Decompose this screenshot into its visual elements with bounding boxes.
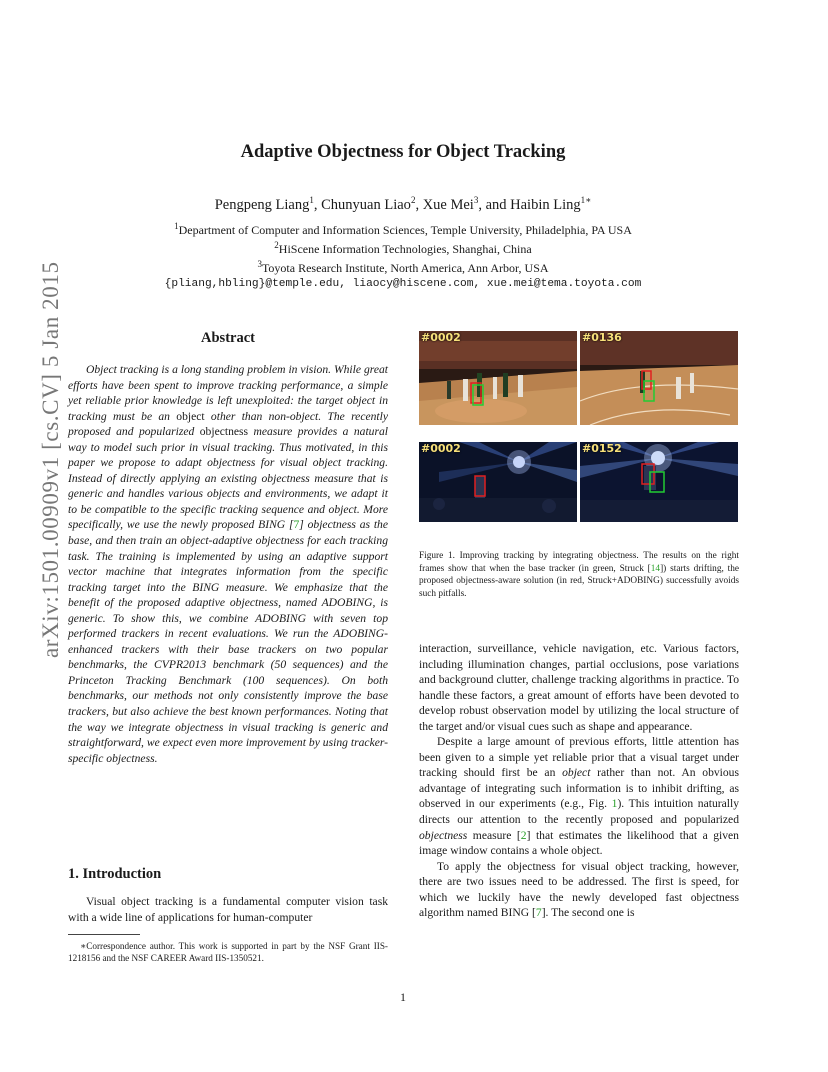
- affil-text: Toyota Research Institute, North America, Ann Arbor, USA: [261, 261, 549, 275]
- footnote: ∗Correspondence author. This work is supported in part by the NSF Grant IIS-1218156 and the NSF CAREER Award IIS-1350521.: [68, 941, 388, 964]
- figure-panel-basketball: [419, 331, 577, 425]
- basketball-frame-image: [580, 331, 738, 425]
- author-name: Pengpeng Liang: [214, 196, 310, 213]
- abstract-part: Object tracking is a long standing problem in vision. While great efforts have been spent to improve tracking performance, a simple yet reliable prior knowledge is left unexploited: the target object in tracking must be an: [68, 363, 388, 423]
- paragraph: [419, 734, 739, 858]
- figure-caption: [419, 550, 739, 600]
- paragraph: [419, 859, 739, 921]
- frame-number-label: #0136: [582, 331, 622, 344]
- text-part: Despite a large amount of previous efforts, little attention has been given to a simple yet reliable prior that a visual target under tracking should first be an: [419, 735, 739, 780]
- author-separator: ,: [313, 196, 322, 213]
- author-affil-mark: 2: [410, 195, 416, 205]
- abstract-text: [68, 362, 388, 766]
- intro-text-right: [419, 641, 739, 921]
- affil-mark: 1: [174, 221, 179, 231]
- arxiv-identifier: arXiv:1501.00909v1 [cs.CV] 5 Jan 2015: [38, 261, 63, 658]
- section-heading: 1. Introduction: [68, 866, 162, 882]
- citation-link[interactable]: 2: [520, 828, 527, 842]
- abstract-part: ] objectness as the base, and then train an object-adaptive objectness for each tracking task. The training is implemented by using an adaptive support vector machine that integrates information from the specific tracking target into the BING measure. We emphasize that the benefit of the proposed adaptive objectness, named ADOBING, is generic. To show this, we combine ADOBING with seven top performed trackers in recent evaluations. We run the ADOBING-enhanced trackers with their base trackers on two popular benchmarks, the CVPR2013 benchmark (50 sequences) and the Princeton Tracking Benchmark (100 sequences). On both benchmarks, our methods not only consistently improve the base trackers, but also achieve the best known performances. Noting that the way we integrate objectness in visual tracking is generic and straightforward, we expect even more improvement by using tracker-specific objectness.: [68, 518, 388, 765]
- author-affil-mark: 1∗: [580, 195, 592, 205]
- author-name: Chunyuan Liao: [321, 196, 411, 213]
- figure-1: [419, 331, 739, 520]
- caption-part: Figure 1. Improving tracking by integrating objectness. The results on the right frames show that when the base tracker (in green, Struck [: [419, 551, 739, 574]
- text-part: ). This intuition naturally directs our attention to the recently proposed and popularized: [419, 797, 739, 827]
- text-part: ] that estimates the likelihood that a given image window contains a whole object.: [419, 828, 739, 858]
- abstract-emph: objectness: [199, 425, 249, 439]
- citation-link[interactable]: 7: [293, 518, 300, 532]
- affiliation: [0, 259, 806, 276]
- abstract-heading: Abstract: [201, 330, 255, 346]
- figure-link[interactable]: 1: [611, 797, 618, 811]
- author-name: Xue Mei: [422, 196, 474, 213]
- emphasis: object: [562, 766, 591, 780]
- text-part: measure [: [467, 828, 521, 842]
- affil-mark: 3: [257, 259, 262, 269]
- abstract-part: measure provides a natural way to model such prior in visual tracking. Thus motivated, in this paper we propose to adapt objectness for visual object tracking. Instead of directly applying an existing objectness measure that is generic and handles various objects and environments, we adapt it to be compatible to the specific tracking sequence and object. More specifically, we use the newly proposed BING [: [68, 425, 388, 532]
- affil-text: HiScene Information Technologies, Shanghai, China: [278, 242, 532, 256]
- abstract-emph: object: [176, 409, 205, 423]
- frame-number-label: #0002: [421, 442, 461, 455]
- citation-link[interactable]: 7: [535, 906, 542, 920]
- author-affil-mark: 3: [473, 195, 479, 205]
- author-list: [0, 195, 806, 214]
- author-affil-mark: 1: [309, 195, 314, 205]
- page-number: 1: [400, 990, 406, 1004]
- text-part: To apply the objectness for visual object tracking, however, there are two issues need to be addressed. The first is speed, for which we luckily have the newly developed fast objectness algorithm named BING [: [419, 859, 739, 920]
- text-part: rather than not. An obvious advantage of integrating such information is to inhibit drifting, as observed in our experiments (e.g., Fig.: [419, 766, 739, 811]
- paragraph: interaction, surveillance, vehicle navigation, etc. Various factors, including illumination changes, partial occlusions, pose variations and background clutter, challenge tracking algorithms in practice. To handle these factors, a great amount of efforts have been devoted to develop robust observation model by utilizing the local structure of the target and/or visual cues such as shape and appearance.: [419, 642, 739, 733]
- affiliation: [0, 221, 806, 238]
- text-part: ]. The second one is: [541, 906, 635, 920]
- basketball-frame-image: [419, 331, 577, 425]
- intro-text-left: Visual object tracking is a fundamental computer vision task with a wide line of applications for human-computer: [68, 895, 388, 924]
- citation-link[interactable]: 14: [650, 563, 661, 574]
- author-emails: {pliang,hbling}@temple.edu, liaocy@hiscene.com, xue.mei@tema.toyota.com: [164, 278, 642, 290]
- abstract-part: other than non-object. The recently proposed and popularized: [68, 409, 388, 439]
- author-separator: ,: [415, 196, 423, 213]
- footnote-rule: [68, 934, 140, 935]
- paper-title: Adaptive Objectness for Object Tracking: [240, 142, 566, 162]
- figure-panel-concert: [580, 442, 738, 536]
- affil-mark: 2: [274, 240, 279, 250]
- caption-part: ]) starts drifting, the proposed objectness-aware solution (in red, Struck+ADOBING) successfully avoids such pitfalls.: [419, 563, 739, 599]
- figure-panel-basketball: [580, 331, 738, 425]
- author-name: Haibin Ling: [510, 196, 581, 213]
- figure-panel-concert: [419, 442, 577, 536]
- frame-number-label: #0152: [582, 442, 622, 455]
- affiliation: [0, 240, 806, 257]
- emphasis: objectness: [419, 828, 468, 842]
- frame-number-label: #0002: [421, 331, 461, 344]
- author-separator: , and: [478, 196, 511, 213]
- affil-text: Department of Computer and Information Sciences, Temple University, Philadelphia, PA USA: [178, 223, 632, 237]
